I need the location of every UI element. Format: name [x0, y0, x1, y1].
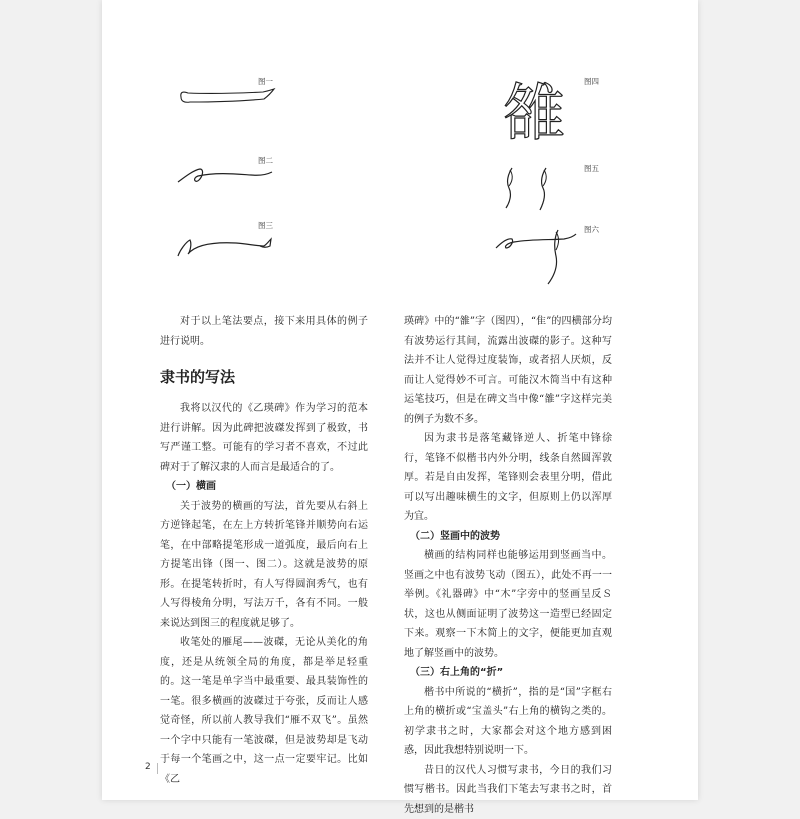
figure-2-caption: 图二	[258, 155, 273, 166]
figure-3-caption: 图三	[258, 220, 273, 231]
figure-1-caption: 图一	[258, 76, 273, 87]
figure-4-character	[484, 76, 584, 148]
right-text-column	[404, 312, 612, 819]
vertical-paragraph: 横画的结构同样也能够运用到竖画当中。竖画之中也有波势飞动（图五），此处不再一一举例。《礼器碑》中“木”字旁中的竖画呈反Ｓ状，这也从侧面证明了波势这一造型已经固定下来。观察一下木简上的文字，便能更加直观地了解竖画中的波势。	[404, 546, 612, 663]
model-paragraph: 我将以汉代的《乙瑛碑》作为学习的范本进行讲解。因为此碑把波磔发挥到了极致，书写严谨工整。可能有的学习者不喜欢，不过此碑对于了解汉隶的人而言是最适合的了。	[160, 399, 368, 477]
subheading-vertical: （二）竖画中的波势	[404, 527, 612, 547]
figure-4-caption: 图四	[584, 76, 599, 87]
figure-5-caption: 图五	[584, 163, 599, 174]
horizontal-paragraph-1: 关于波势的横画的写法，首先要从右斜上方逆锋起笔，在左上方转折笔锋并顺势向右运笔，在中部略提笔形成一道弧度，最后向右上方提笔出锋（图一、图二）。这就是波势的原形。在提笔转折时，有人写得圆润秀气，也有人写得棱角分明，写法万千，各有不同。一般来说达到图三的程度就足够了。	[160, 497, 368, 634]
left-text-column	[160, 312, 368, 789]
page-number: 2	[145, 762, 151, 772]
figure-3-horizontal-stroke	[176, 232, 276, 260]
figure-4-glyph: 雒	[503, 76, 565, 149]
figure-6-stroke-combination	[494, 226, 578, 288]
reason-paragraph: 因为隶书是落笔藏锋逆人、折笔中锋徐行，笔锋不似楷书内外分明，线条自然圆浑敦厚。若是自由发挥，笔锋则会表里分明，借此可以写出趣味横生的文字，但原则上仍以浑厚为宜。	[404, 429, 612, 527]
page-number-divider	[157, 763, 158, 774]
corner-paragraph: 楷书中所说的“横折”，指的是“国”字框右上角的横折或“宝盖头”右上角的横钩之类的。初学隶书之时，大家都会对这个地方感到困惑，因此我想特别说明一下。	[404, 683, 612, 761]
figure-5-vertical-strokes	[500, 164, 560, 214]
figure-6-caption: 图六	[584, 224, 599, 235]
ending-paragraph: 昔日的汉代人习惯写隶书，今日的我们习惯写楷书。因此当我们下笔去写隶书之时，首先想到的是楷书	[404, 761, 612, 819]
figure-1-horizontal-stroke	[178, 88, 278, 110]
subheading-horizontal: （一）横画	[160, 477, 368, 497]
subheading-corner: （三）右上角的“折”	[404, 663, 612, 683]
intro-paragraph: 对于以上笔法要点，接下来用具体的例子进行说明。	[160, 312, 368, 351]
horizontal-paragraph-2: 收笔处的雁尾——波磔，无论从美化的角度，还是从统领全局的角度，都是举足轻重的。这一笔是单字当中最重要、最具装饰性的一笔。很多横画的波磔过于夸张，反而让人感觉奇怪，所以前人教导我们“雁不双飞”。虽然一个字中只能有一笔波磔，但是波势却是飞动于每一个笔画之中，这一点一定要牢记。比如《乙	[160, 633, 368, 789]
section-heading: 隶书的写法	[160, 367, 368, 387]
continued-paragraph: 瑛碑》中的“雒”字（图四），“隹”的四横部分均有波势运行其间，流露出波磔的影子。这种写法并不让人觉得过度装饰，或者招人厌烦，反而让人觉得妙不可言。可能汉木简当中有这种运笔技巧，但是在碑文当中像“雒”字这样完美的例子为数不多。	[404, 312, 612, 429]
